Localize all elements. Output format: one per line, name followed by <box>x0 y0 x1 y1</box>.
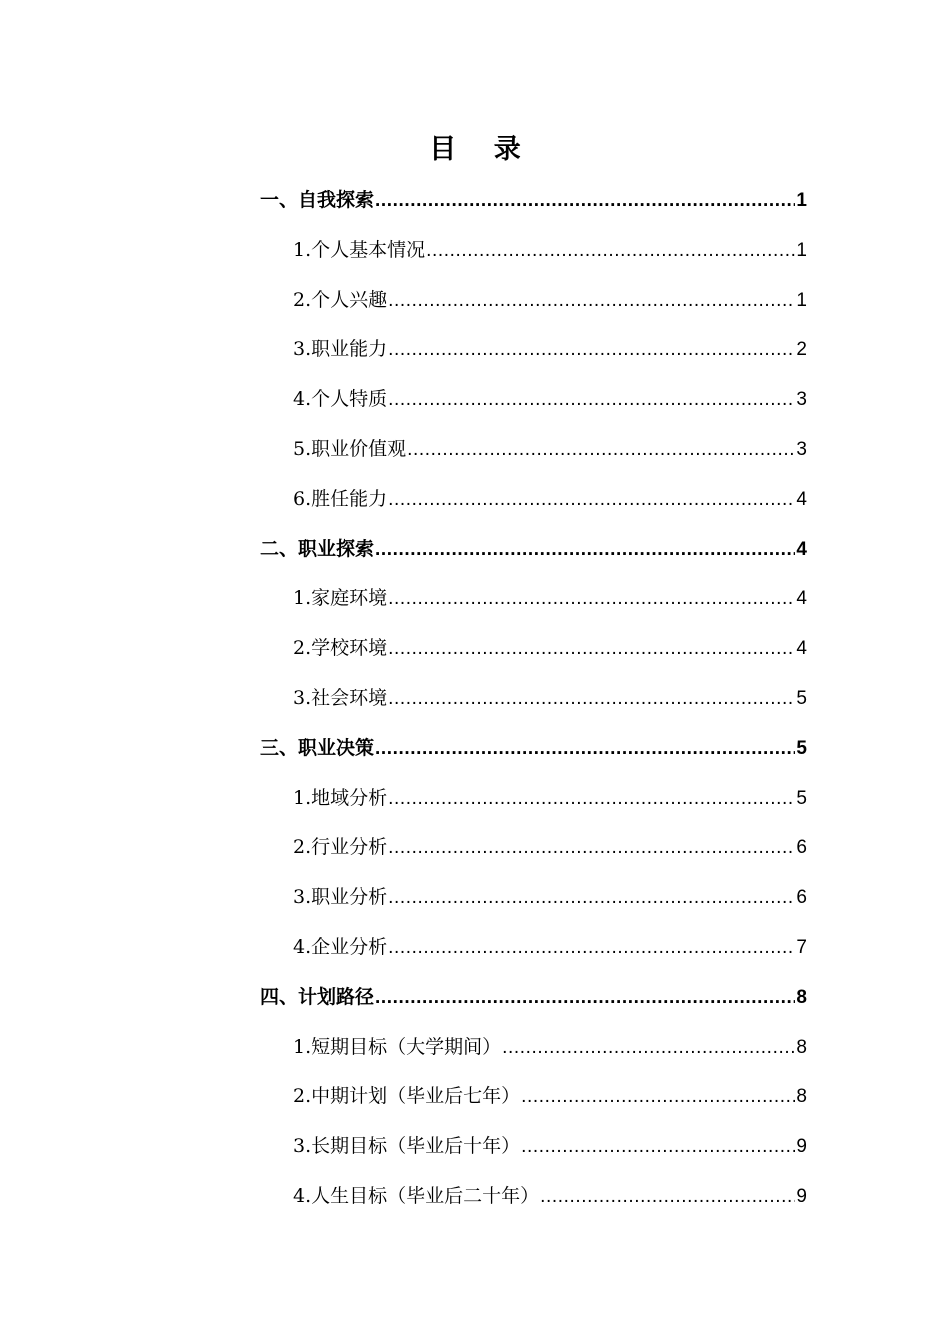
toc-entry-text: 2.学校环境 <box>293 637 388 660</box>
toc-page-number: 3 <box>796 438 807 460</box>
dot-leader <box>426 226 795 276</box>
dot-leader <box>388 624 795 674</box>
toc-entry[interactable] <box>260 226 807 276</box>
dot-leader <box>521 1122 795 1172</box>
toc-entry-text: 2.中期计划（毕业后七年） <box>293 1085 521 1108</box>
toc-entry[interactable] <box>260 1172 807 1222</box>
toc-entry[interactable] <box>260 724 807 774</box>
toc-entry[interactable] <box>260 923 807 973</box>
toc-page-number: 9 <box>796 1136 807 1158</box>
toc-entry-text: 二、职业探索 <box>260 537 375 560</box>
toc-entry-text: 1.地域分析 <box>293 786 388 809</box>
toc-entry-text: 5.职业价值观 <box>293 437 407 460</box>
toc-entry[interactable] <box>260 674 807 724</box>
toc-page-number: 5 <box>796 737 807 759</box>
toc-entry[interactable] <box>260 325 807 375</box>
dot-leader <box>388 823 795 873</box>
dot-leader <box>375 973 795 1023</box>
toc-entry[interactable] <box>260 1023 807 1073</box>
dot-leader <box>407 425 795 475</box>
toc-entry-text: 3.职业能力 <box>293 338 388 361</box>
toc-page-number: 6 <box>796 837 807 859</box>
toc-page-number: 2 <box>796 339 807 361</box>
toc-page-number: 5 <box>796 687 807 709</box>
toc-title: 目 录 <box>429 134 535 165</box>
toc-page-number: 7 <box>796 936 807 958</box>
toc-page-number: 1 <box>796 190 807 211</box>
toc-entry-text: 2.行业分析 <box>293 836 388 859</box>
dot-leader <box>388 276 795 326</box>
dot-leader <box>540 1172 795 1222</box>
toc-page-number: 9 <box>796 1185 807 1207</box>
toc-entry-text: 3.社会环境 <box>293 686 388 709</box>
dot-leader <box>388 774 795 824</box>
toc-entry[interactable] <box>260 375 807 425</box>
dot-leader <box>502 1023 795 1073</box>
toc-entry-text: 四、计划路径 <box>260 985 375 1008</box>
toc-entry-text: 1.短期目标（大学期间） <box>293 1035 502 1058</box>
toc-list <box>260 176 807 1222</box>
toc-page-number: 4 <box>796 638 807 660</box>
toc-page-number: 8 <box>796 1086 807 1108</box>
toc-entry[interactable] <box>260 176 807 226</box>
dot-leader <box>388 475 795 525</box>
toc-page-number: 5 <box>796 787 807 809</box>
toc-page-number: 8 <box>796 986 807 1008</box>
dot-leader <box>388 873 795 923</box>
toc-page-number: 4 <box>796 588 807 610</box>
toc-entry-text: 6.胜任能力 <box>293 487 388 510</box>
toc-entry-text: 3.长期目标（毕业后十年） <box>293 1135 521 1158</box>
toc-page-number: 3 <box>796 389 807 411</box>
dot-leader <box>375 176 795 226</box>
dot-leader <box>375 724 795 774</box>
toc-entry-text: 4.人生目标（毕业后二十年） <box>293 1184 540 1207</box>
toc-entry[interactable] <box>260 525 807 575</box>
toc-entry[interactable] <box>260 774 807 824</box>
dot-leader <box>388 325 795 375</box>
toc-entry-text: 4.企业分析 <box>293 935 388 958</box>
toc-page-number: 1 <box>796 289 807 311</box>
dot-leader <box>375 525 795 575</box>
toc-entry[interactable] <box>260 276 807 326</box>
toc-entry[interactable] <box>260 973 807 1023</box>
dot-leader <box>388 674 795 724</box>
toc-entry-text: 2.个人兴趣 <box>293 288 388 311</box>
toc-page-number: 8 <box>796 1036 807 1058</box>
toc-entry-text: 4.个人特质 <box>293 388 388 411</box>
toc-entry[interactable] <box>260 873 807 923</box>
dot-leader <box>521 1072 795 1122</box>
toc-entry-text: 1.个人基本情况 <box>293 238 426 261</box>
toc-page-number: 4 <box>796 538 807 560</box>
toc-entry[interactable] <box>260 1072 807 1122</box>
toc-entry-text: 3.职业分析 <box>293 886 388 909</box>
toc-entry[interactable] <box>260 425 807 475</box>
toc-entry[interactable] <box>260 1122 807 1172</box>
toc-entry[interactable] <box>260 475 807 525</box>
toc-page-number: 6 <box>796 887 807 909</box>
dot-leader <box>388 574 795 624</box>
dot-leader <box>388 923 795 973</box>
toc-entry[interactable] <box>260 823 807 873</box>
toc-entry-text: 三、职业决策 <box>260 736 375 759</box>
toc-entry-text: 1.家庭环境 <box>293 587 388 610</box>
dot-leader <box>388 375 795 425</box>
toc-entry[interactable] <box>260 574 807 624</box>
toc-page-number: 1 <box>796 239 807 261</box>
toc-entry-text: 一、自我探索 <box>260 189 375 211</box>
toc-page-number: 4 <box>796 488 807 510</box>
toc-entry[interactable] <box>260 624 807 674</box>
